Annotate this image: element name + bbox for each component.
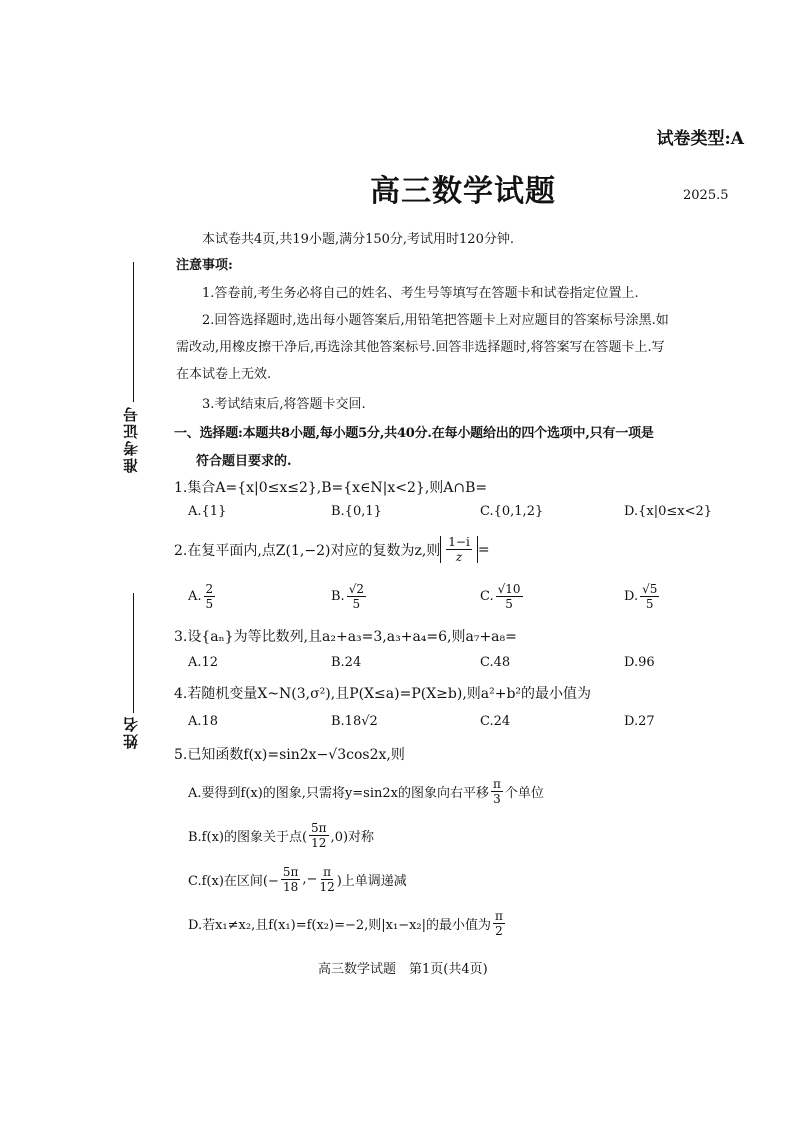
q5-option-c-post: )上单调递减 bbox=[336, 874, 407, 889]
q5-option-b bbox=[188, 822, 374, 849]
q5-option-c-pre: C.f(x)在区间(− bbox=[188, 874, 279, 889]
q5-option-a-den: 3 bbox=[493, 792, 501, 806]
q1-stem: 1.集合A={x|0≤x≤2},B={x∈N|x<2},则A∩B= bbox=[174, 480, 488, 496]
q5-option-c bbox=[188, 866, 407, 893]
q5-option-c-num1: 5π bbox=[282, 865, 299, 879]
q2-stem-row bbox=[174, 536, 490, 563]
q2-frac-den: z bbox=[455, 550, 463, 564]
q2-option-d bbox=[624, 583, 661, 610]
q5-option-b-num: 5π bbox=[311, 821, 327, 835]
q5-option-c-mid: ,− bbox=[302, 872, 318, 887]
note-2: 2.回答选择题时,选出每小题答案后,用铅笔把答题卡上对应题目的答案标号涂黑.如 bbox=[202, 313, 669, 328]
q2-option-b-label: B. bbox=[331, 589, 345, 604]
q2-option-d-num: √5 bbox=[642, 582, 658, 596]
intro-text: 本试卷共4页,共19小题,满分150分,考试用时120分钟. bbox=[202, 232, 514, 247]
q2-option-a bbox=[188, 583, 217, 610]
q4-option-a: A.18 bbox=[188, 714, 219, 729]
q2-option-d-den: 5 bbox=[645, 597, 654, 611]
note-2-cont2: 在本试卷上无效. bbox=[176, 367, 272, 382]
note-1: 1.答卷前,考生务必将自己的姓名、考生号等填写在答题卡和试卷指定位置上. bbox=[202, 286, 639, 301]
q5-option-a-num: π bbox=[492, 777, 501, 791]
q1-option-c: C.{0,1,2} bbox=[480, 504, 544, 519]
q5-option-c-den2: 12 bbox=[319, 880, 335, 894]
q2-option-d-label: D. bbox=[624, 589, 639, 604]
q4-option-d: D.27 bbox=[624, 714, 655, 729]
q2-option-c-num: √10 bbox=[497, 582, 521, 596]
q5-option-c-num2: π bbox=[323, 865, 332, 879]
q2-option-a-den: 5 bbox=[205, 597, 214, 611]
q5-option-b-den: 12 bbox=[311, 836, 327, 850]
exam-id-line bbox=[133, 262, 134, 402]
q2-option-a-label: A. bbox=[188, 589, 202, 604]
q2-option-b bbox=[331, 583, 368, 610]
q2-option-b-num: √2 bbox=[348, 582, 364, 596]
note-2-cont: 需改动,用橡皮擦干净后,再选涂其他答案标号.回答非选择题时,将答案写在答题卡上.写 bbox=[176, 340, 665, 355]
page-footer: 高三数学试题 第1页(共4页) bbox=[318, 962, 488, 977]
q2-option-a-num: 2 bbox=[205, 582, 214, 596]
q2-option-c-label: C. bbox=[480, 589, 494, 604]
q2-stem: 2.在复平面内,点Z(1,−2)对应的复数为z,则 bbox=[174, 542, 441, 559]
q5-option-a bbox=[188, 778, 544, 805]
q3-option-a: A.12 bbox=[188, 655, 219, 670]
q3-stem: 3.设{aₙ}为等比数列,且a₂+a₃=3,a₃+a₄=6,则a₇+a₈= bbox=[174, 629, 517, 645]
q3-option-d: D.96 bbox=[624, 655, 655, 670]
q1-option-d: D.{x|0≤x<2} bbox=[624, 504, 713, 519]
q5-option-b-pre: B.f(x)的图象关于点( bbox=[188, 830, 308, 845]
q5-option-d-num: π bbox=[495, 909, 503, 923]
q2-option-c-den: 5 bbox=[505, 597, 513, 611]
section1-line1: 一、选择题:本题共8小题,每小题5分,共40分.在每小题给出的四个选项中,只有一项是 bbox=[174, 426, 654, 441]
q5-option-a-pre: A.要得到f(x)的图象,只需将y=sin2x的图象向右平移 bbox=[188, 786, 489, 801]
q5-option-a-post: 个单位 bbox=[504, 786, 544, 801]
q2-option-c bbox=[480, 583, 525, 610]
q5-option-c-den1: 18 bbox=[283, 880, 299, 894]
q3-option-c: C.48 bbox=[480, 655, 511, 670]
notes-heading: 注意事项: bbox=[176, 258, 233, 273]
q2-eq: = bbox=[477, 541, 490, 558]
exam-id-label: 准考证号 bbox=[122, 405, 140, 473]
q5-option-d-pre: D.若x₁≠x₂,且f(x₁)=f(x₂)=−2,则|x₁−x₂|的最小值为 bbox=[188, 918, 492, 933]
q5-option-d-den: 2 bbox=[495, 924, 503, 938]
paper-type: 试卷类型:A bbox=[656, 129, 744, 149]
q4-option-b: B.18√2 bbox=[331, 714, 378, 729]
exam-date: 2025.5 bbox=[683, 188, 729, 203]
q5-option-b-post: ,0)对称 bbox=[330, 830, 375, 845]
q2-option-b-den: 5 bbox=[352, 597, 361, 611]
q1-option-a: A.{1} bbox=[188, 504, 227, 519]
q5-stem: 5.已知函数f(x)=sin2x−√3cos2x,则 bbox=[174, 747, 405, 763]
q5-option-d bbox=[188, 910, 507, 937]
q1-option-b: B.{0,1} bbox=[331, 504, 382, 519]
page-title: 高三数学试题 bbox=[370, 174, 556, 209]
q4-option-c: C.24 bbox=[480, 714, 511, 729]
q4-stem: 4.若随机变量X~N(3,σ²),且P(X≤a)=P(X≥b),则a²+b²的最小值为 bbox=[174, 686, 592, 702]
q2-frac-num: 1−i bbox=[448, 535, 470, 549]
name-label: 姓名 bbox=[122, 715, 140, 749]
section1-line2: 符合题目要求的. bbox=[196, 454, 292, 469]
name-line bbox=[133, 593, 134, 713]
q3-option-b: B.24 bbox=[331, 655, 362, 670]
q2-abs-expression bbox=[440, 536, 478, 563]
note-3: 3.考试结束后,将答题卡交回. bbox=[202, 397, 366, 412]
